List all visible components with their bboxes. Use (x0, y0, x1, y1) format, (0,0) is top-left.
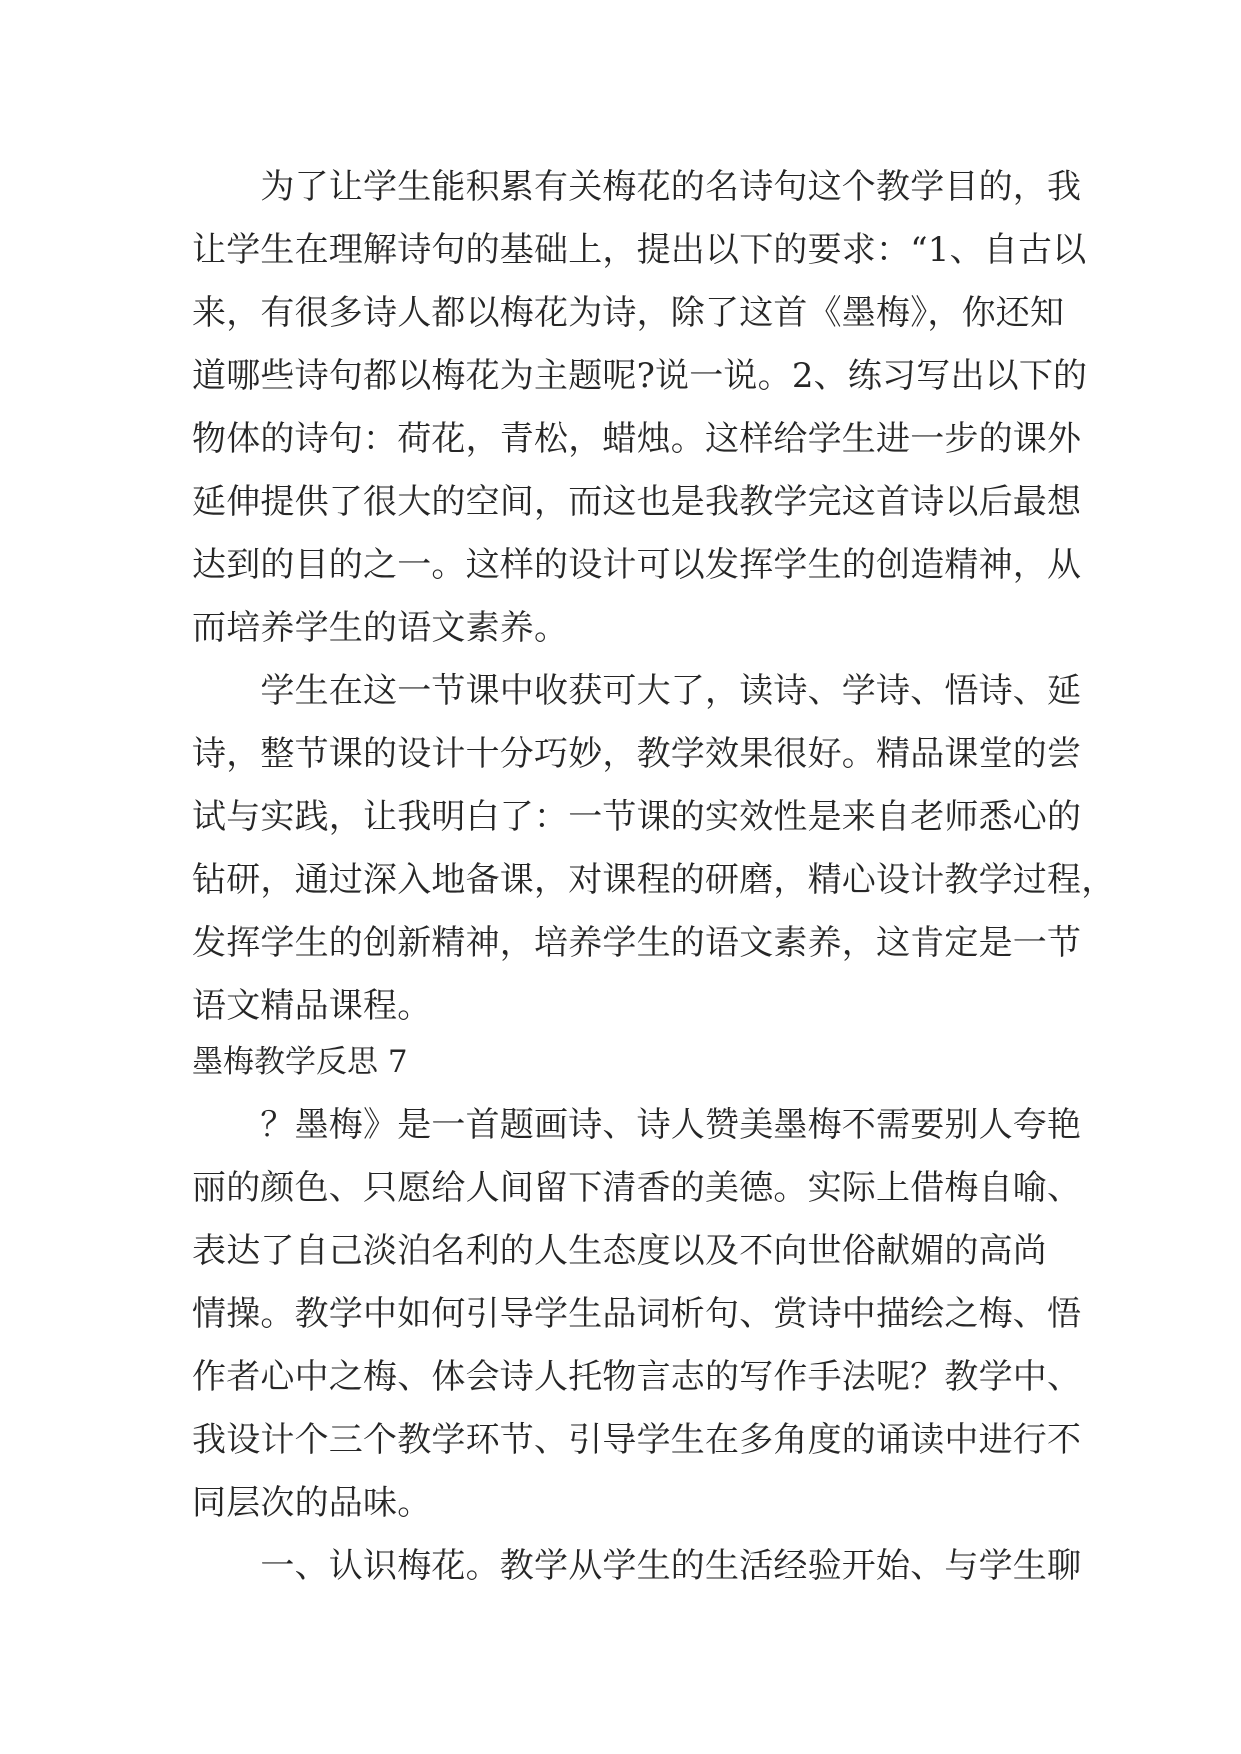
text-line: 物体的诗句：荷花，青松，蜡烛。这样给学生进一步的课外 (192, 419, 1082, 459)
text-line: 为了让学生能积累有关梅花的名诗句这个教学目的，我 (192, 167, 1082, 207)
text-line: 试与实践，让我明白了：一节课的实效性是来自老师悉心的 (192, 797, 1082, 837)
text-line: 一、认识梅花。教学从学生的生活经验开始、与学生聊 (192, 1546, 1082, 1586)
text-line: 道哪些诗句都以梅花为主题呢?说一说。2、练习写出以下的 (192, 356, 1088, 396)
text-line: 达到的目的之一。这样的设计可以发挥学生的创造精神，从 (192, 545, 1082, 585)
text-line: 情操。教学中如何引导学生品词析句、赏诗中描绘之梅、悟 (192, 1294, 1082, 1334)
text-line: 作者心中之梅、体会诗人托物言志的写作手法呢？教学中、 (192, 1357, 1082, 1397)
section-heading: 墨梅教学反思 7 (192, 1044, 408, 1080)
document-section-2 (192, 1031, 1082, 1598)
text-line: 同层次的品味。 (192, 1483, 432, 1523)
heading-spacer (192, 1031, 1052, 1094)
text-line: 学生在这一节课中收获可大了，读诗、学诗、悟诗、延 (192, 671, 1082, 711)
text-line: 表达了自己淡泊名利的人生态度以及不向世俗献媚的高尚 (192, 1231, 1047, 1271)
text-line: 丽的颜色、只愿给人间留下清香的美德。实际上借梅自喻、 (192, 1168, 1082, 1208)
text-line: 发挥学生的创新精神，培养学生的语文素养，这肯定是一节 (192, 923, 1082, 963)
text-line: 来，有很多诗人都以梅花为诗，除了这首《墨梅》，你还知 (192, 293, 1065, 333)
text-line: 钻研，通过深入地备课，对课程的研磨，精心设计教学过程， (192, 860, 1116, 900)
text-line: 语文精品课程。 (192, 986, 432, 1026)
document-section-1 (192, 156, 1116, 1038)
text-line: 我设计个三个教学环节、引导学生在多角度的诵读中进行不 (192, 1420, 1082, 1460)
text-line: 延伸提供了很大的空间，而这也是我教学完这首诗以后最想 (192, 482, 1082, 522)
text-line: 而培养学生的语文素养。 (192, 608, 569, 648)
text-line: 诗，整节课的设计十分巧妙，教学效果很好。精品课堂的尝 (192, 734, 1082, 774)
text-line: 让学生在理解诗句的基础上，提出以下的要求：“1、自古以 (192, 230, 1087, 270)
text-line: ？墨梅》是一首题画诗、诗人赞美墨梅不需要别人夸艳 (192, 1105, 1082, 1145)
